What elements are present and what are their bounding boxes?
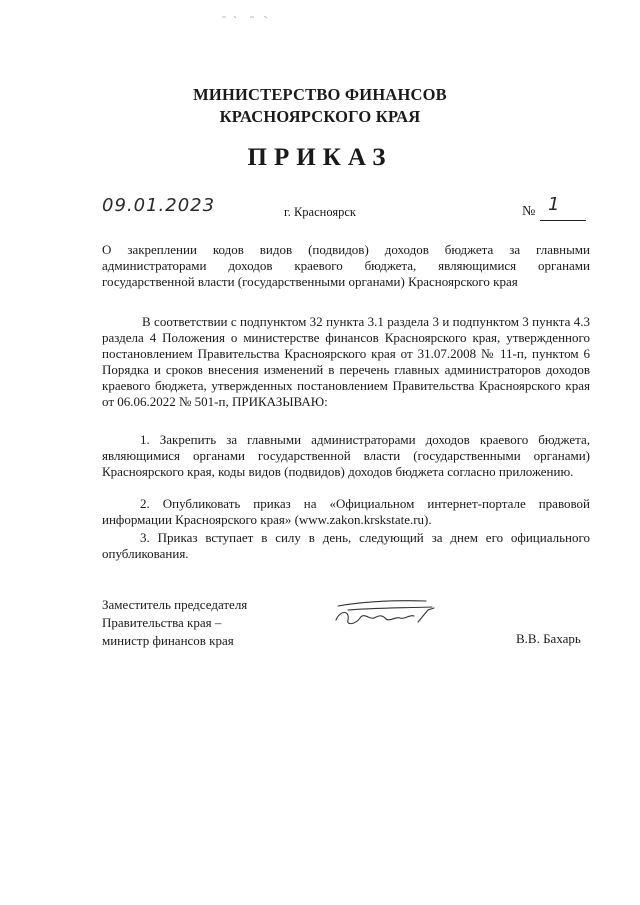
signer-position-line3: министр финансов края: [102, 633, 234, 648]
order-number-underline: [540, 220, 586, 221]
signer-position-line2: Правительства края –: [102, 615, 222, 630]
order-number: 1: [548, 194, 560, 215]
order-item-2: 2. Опубликовать приказ на «Официальном интернет-портале правовой информации Красноярского края» (www.zakon.krskstate.ru).: [102, 496, 590, 527]
signer-name: В.В. Бахарь: [516, 631, 581, 646]
order-preamble: В соответствии с подпунктом 32 пункта 3.1 раздела 3 и подпунктом 3 пункта 4.3 раздела 4 Положения о министерстве финансов Красноярского края, утвержденного постановлением Правительства Красноярского края от 31.07.2008 № 11-п, пунктом 6 Порядка и сроков внесения изменений в перечень главных администраторов доходов краевого бюджета, утвержденных постановлением Правительства Красноярского края от 06.06.2022 № 501-п, ПРИКАЗЫВАЮ:: [102, 314, 590, 409]
order-item-1: 1. Закрепить за главными администраторами доходов краевого бюджета, являющимися органами государственной власти (государственными органами) Красноярского края, коды видов (подвидов) доходов бюджета согласно приложению.: [102, 432, 590, 479]
scan-artifact: [220, 14, 280, 20]
ministry-name-line1: МИНИСТЕРСТВО ФИНАНСОВ: [193, 85, 447, 104]
order-subject: О закреплении кодов видов (подвидов) доходов бюджета за главными администраторами доходов краевого бюджета, являющимися органами государственной власти (государственными органами) Красноярского края: [102, 242, 590, 289]
signer-position: [102, 596, 247, 650]
order-date: 09.01.2023: [102, 195, 216, 216]
order-city: г. Красноярск: [284, 205, 356, 219]
signer-position-line1: Заместитель председателя: [102, 597, 248, 612]
order-item-3: 3. Приказ вступает в силу в день, следующий за днем его официального опубликования.: [102, 530, 590, 561]
order-number-label: №: [522, 204, 536, 219]
document-title: ПРИКАЗ: [247, 144, 393, 171]
handwritten-signature: [330, 596, 440, 630]
ministry-name-line2: КРАСНОЯРСКОГО КРАЯ: [219, 107, 421, 126]
